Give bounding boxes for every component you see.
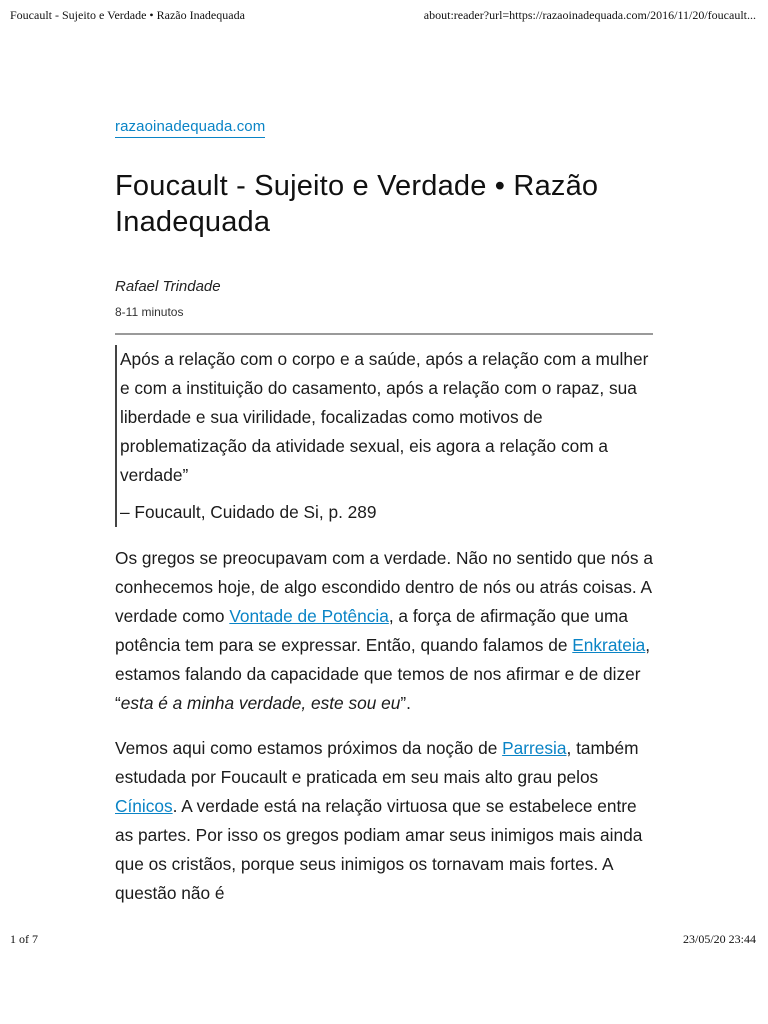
p2-text-1: Vemos aqui como estamos próximos da noção de bbox=[115, 738, 503, 759]
article-author: Rafael Trindade bbox=[115, 278, 221, 295]
p2-text-2: , também estudada por Foucault e praticada em seu mais alto grau pelos bbox=[115, 738, 639, 788]
paragraph-1 bbox=[115, 544, 655, 718]
header-divider bbox=[115, 333, 653, 335]
link-enkrateia[interactable]: Enkrateia bbox=[572, 635, 646, 656]
print-header-title: Foucault - Sujeito e Verdade • Razão Inadequada bbox=[10, 8, 245, 22]
quote-text: Após a relação com o corpo e a saúde, após a relação com a mulher e com a instituição do casamento, após a relação com o rapaz, sua liberdade e sua virilidade, focalizadas como motivos de problematização da atividade sexual, eis agora a relação com a verdade” bbox=[120, 349, 649, 485]
domain-link[interactable]: razaoinadequada.com bbox=[115, 118, 265, 138]
print-header bbox=[10, 8, 756, 23]
p1-text-4: ”. bbox=[400, 693, 411, 714]
p1-emphasis: esta é a minha verdade, este sou eu bbox=[120, 693, 401, 714]
paragraph-2 bbox=[115, 734, 655, 908]
reader-article bbox=[115, 118, 655, 908]
blockquote bbox=[115, 345, 655, 527]
link-cinicos[interactable]: Cínicos bbox=[115, 796, 173, 817]
p2-text-3: . A verdade está na relação virtuosa que se estabelece entre as partes. Por isso os gregos podiam amar seus inimigos mais ainda que os cristãos, porque seus inimigos os tornavam mais fortes. A questão não é bbox=[115, 796, 643, 904]
print-footer bbox=[10, 932, 756, 947]
quote-citation: – Foucault, Cuidado de Si, p. 289 bbox=[120, 502, 377, 522]
print-header-url: about:reader?url=https://razaoinadequada.com/2016/11/20/foucault... bbox=[423, 8, 756, 22]
page-count: 1 of 7 bbox=[10, 932, 38, 946]
link-vontade-de-potencia[interactable]: Vontade de Potência bbox=[229, 606, 389, 627]
p1-text-3: , estamos falando da capacidade que temos de nos afirmar e de dizer “ bbox=[115, 635, 651, 714]
reading-time: 8-11 minutos bbox=[115, 305, 184, 319]
link-parresia[interactable]: Parresia bbox=[502, 738, 567, 759]
article-title: Foucault - Sujeito e Verdade • Razão Inadequada bbox=[115, 170, 599, 238]
print-datetime: 23/05/20 23:44 bbox=[682, 932, 756, 946]
p1-text-1: Os gregos se preocupavam com a verdade. Não no sentido que nós a conhecemos hoje, de algo escondido dentro de nós ou atrás coisas. A verdade como bbox=[115, 548, 653, 627]
p1-text-2: , a força de afirmação que uma potência tem para se expressar. Então, quando falamos de bbox=[115, 606, 629, 656]
